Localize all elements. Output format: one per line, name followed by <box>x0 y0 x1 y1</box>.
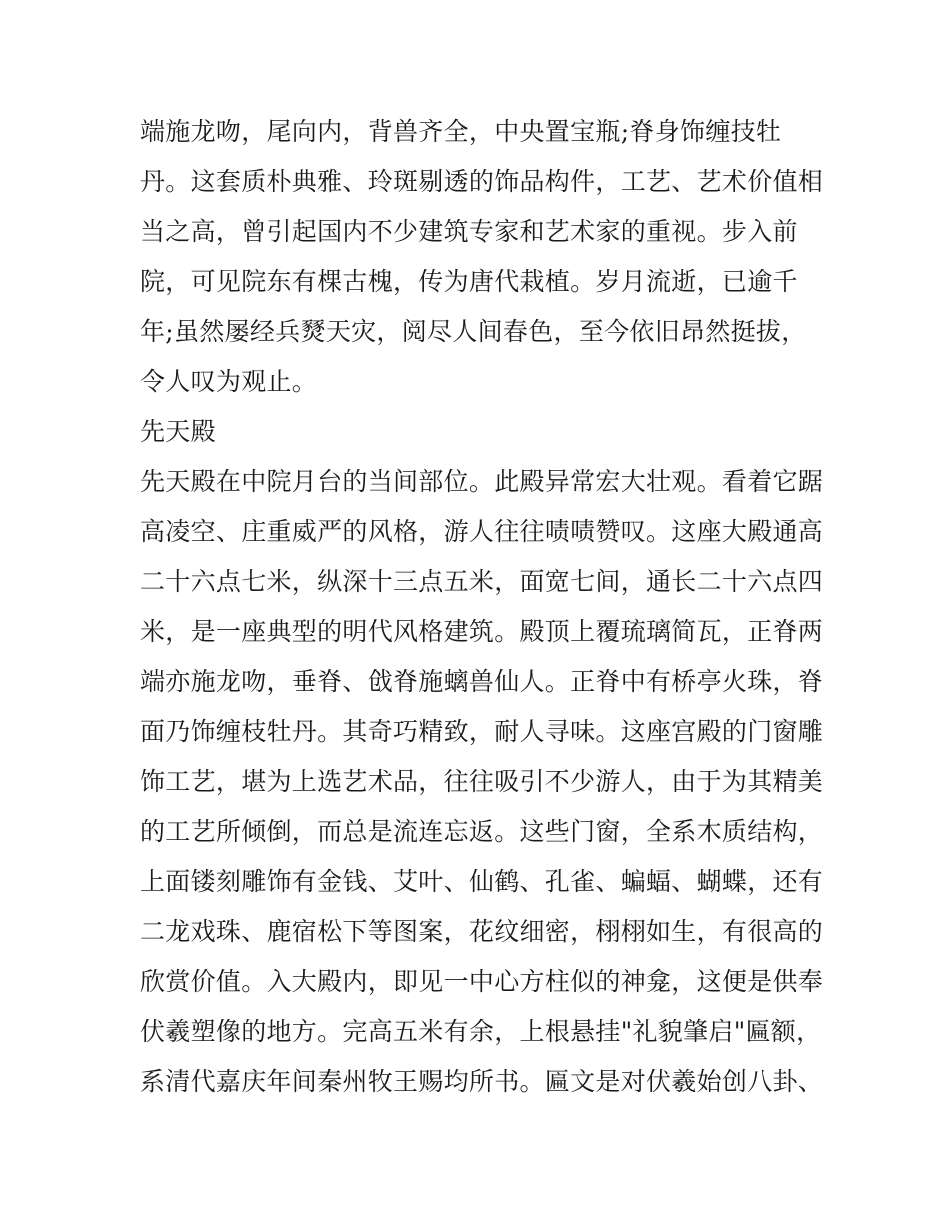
text-line: 面乃饰缠枝牡丹。其奇巧精致，耐人寻味。这座宫殿的门窗雕 <box>140 717 824 746</box>
text-line: 饰工艺，堪为上选艺术品，往往吸引不少游人，由于为其精美 <box>140 767 824 796</box>
text-line: 的工艺所倾倒，而总是流连忘返。这些门窗，全系木质结构， <box>140 817 824 846</box>
text-line: 端施龙吻，尾向内，背兽齐全，中央置宝瓶;脊身饰缠技牡 <box>140 117 782 146</box>
text-line: 端亦施龙吻，垂脊、戗脊施螭兽仙人。正脊中有桥亭火珠，脊 <box>140 667 824 696</box>
text-line: 伏羲塑像的地方。完高五米有余，上根悬挂"礼貌肇启"匾额， <box>140 1017 822 1046</box>
text-line: 上面镂刻雕饰有金钱、艾叶、仙鹤、孔雀、蝙蝠、蝴蝶，还有 <box>140 867 824 896</box>
text-line: 先天殿在中院月台的当间部位。此殿异常宏大壮观。看着它踞 <box>140 467 824 496</box>
text-line: 丹。这套质朴典雅、玲斑剔透的饰品构件，工艺、艺术价值相 <box>140 167 824 196</box>
text-line: 二十六点七米，纵深十三点五米，面宽七间，通长二十六点四 <box>140 567 824 596</box>
text-line: 系清代嘉庆年间秦州牧王赐均所书。匾文是对伏羲始创八卦、 <box>140 1067 824 1096</box>
text-line: 院，可见院东有棵古槐，传为唐代栽植。岁月流逝，已逾千 <box>140 267 798 296</box>
text-line: 年;虽然屡经兵燹天灾，阅尽人间春色，至今依旧昂然挺拔， <box>140 317 807 346</box>
text-line: 欣赏价值。入大殿内，即见一中心方柱似的神龛，这便是供奉 <box>140 967 824 996</box>
text-line: 二龙戏珠、鹿宿松下等图案，花纹细密，栩栩如生，有很高的 <box>140 917 824 946</box>
body-text <box>140 107 824 1107</box>
text-line: 高凌空、庄重威严的风格，游人往往啧啧赞叹。这座大殿通高 <box>140 517 824 546</box>
text-line: 令人叹为观止。 <box>140 367 318 396</box>
section-heading: 先天殿 <box>140 417 216 446</box>
text-line: 米，是一座典型的明代风格建筑。殿顶上覆琉璃简瓦，正脊两 <box>140 617 824 646</box>
text-line: 当之高，曾引起国内不少建筑专家和艺术家的重视。步入前 <box>140 217 798 246</box>
